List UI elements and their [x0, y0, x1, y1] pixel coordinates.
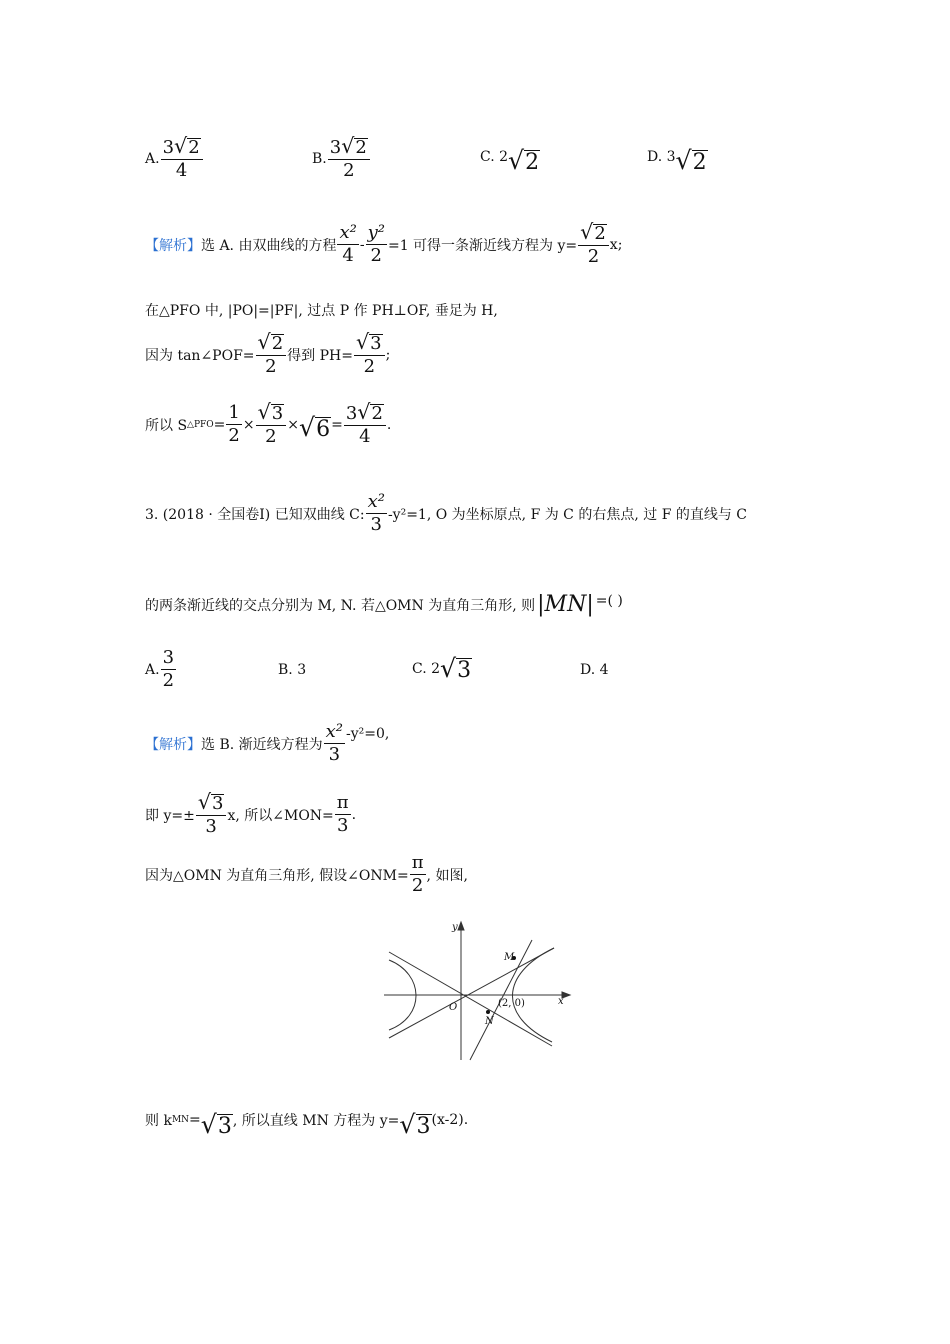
solution3-line2: 即 y=± √ 3 3 x, 所以∠MON= $\frac{\pi}{3}$ . — [145, 790, 357, 837]
solution3-line3: 因为△OMN 为直角三角形, 假设∠ONM= $\frac{\pi}{2}$ , 如图, — [145, 852, 468, 896]
y-axis-label: y — [452, 922, 458, 933]
q3-option-b: B. 3 — [278, 662, 307, 678]
sqrt-symbol: √ — [341, 134, 355, 158]
option-c-sqrt: √ 2 — [508, 146, 540, 175]
m-label: M — [504, 952, 515, 963]
analysis-tag: 【解析】 — [145, 737, 201, 754]
option-b-fraction: 3 √ 2 2 — [328, 136, 370, 182]
solution2-line2: 在△PFO 中, |PO|=|PF|, 过点 P 作 PH⊥OF, 垂足为 H, — [145, 303, 498, 319]
q3-option-d: D. 4 — [580, 662, 609, 678]
option-a-label: A. — [145, 151, 160, 168]
solution3-line4: 则 k MN = √ 3 , 所以直线 MN 方程为 y= √ 3 (x-2). — [145, 1110, 469, 1139]
hyperbola-figure — [384, 918, 574, 1063]
q3-option-c: C. 2 √ 3 — [412, 654, 472, 683]
option-d — [647, 140, 708, 174]
focus-point-label: (2, 0) — [498, 998, 525, 1009]
question3-line1: 3. (2018 · 全国卷Ⅰ) 已知双曲线 C: $\frac{\text{x²}}{3}$ -y²=1, O 为坐标原点, F 为 C 的右焦点, 过 F 的直线与 C — [145, 491, 748, 535]
point-n — [486, 1010, 490, 1014]
q3-option-a: A. $\frac{3}{2}$ — [145, 647, 175, 691]
origin-label: O — [449, 1002, 458, 1013]
solution2-line3: 因为 tan∠POF= √ 2 2 得到 PH= √ 3 2 ; — [145, 330, 391, 377]
option-c-label: C. 2 — [480, 149, 509, 166]
option-d-sqrt: √ 2 — [675, 146, 707, 175]
option-a-fraction: 3 √ 2 4 — [161, 136, 203, 182]
analysis-tag: 【解析】 — [145, 238, 201, 255]
y-axis-arrow — [458, 922, 464, 930]
sqrt-symbol: √ — [174, 134, 188, 158]
solution2-line4: 所以 S △PFO = $\frac{1}{2}$ × √ 3 2 × √ 6 = 3 √ 2 4 . — [145, 400, 392, 447]
solution2-line1: 【解析】 选 A. 由双曲线的方程 $\frac{\text{x²}}{4}$ - $\frac{\text{y²}}{2}$ =1 可得一条渐近线方程为 y= √ 2 2 x; — [145, 220, 623, 267]
option-d-label: D. 3 — [647, 149, 676, 166]
question3-line2: 的两条渐近线的交点分别为 M, N. 若△OMN 为直角三角形, 则 |MN| =( ) — [145, 592, 623, 617]
option-a — [145, 136, 204, 182]
option-c — [480, 140, 540, 174]
option-b — [312, 136, 371, 182]
option-b-label: B. — [312, 151, 327, 168]
x-axis-label: x — [558, 996, 564, 1007]
n-label: N — [485, 1016, 494, 1027]
solution3-line1: 【解析】 选 B. 渐近线方程为 $\frac{\text{x²}}{3}$ -y²=0, — [145, 721, 390, 765]
asymptote-1 — [389, 948, 554, 1038]
